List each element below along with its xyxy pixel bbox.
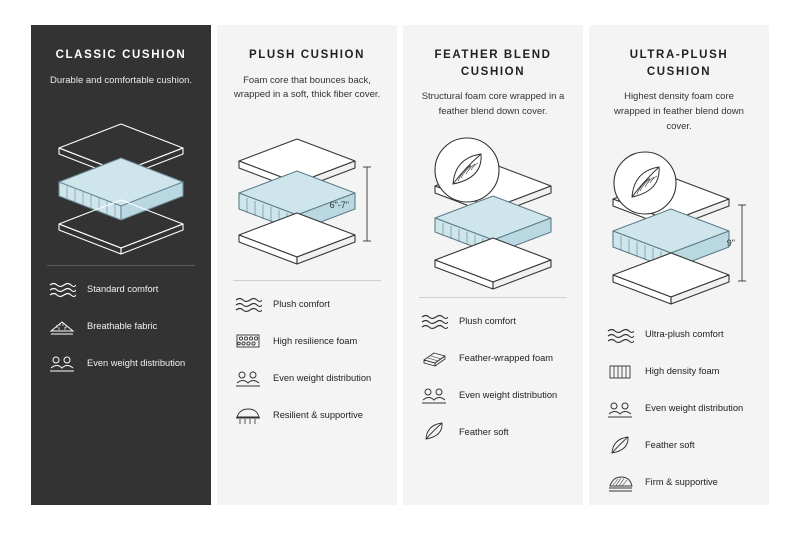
feature-item [419,345,569,371]
feature-list [417,308,569,445]
feature-label: Even weight distribution [459,389,558,400]
wave-icon [419,308,449,334]
even-weight-icon [233,365,263,391]
feature-item [605,322,755,348]
divider [47,265,195,266]
feature-item [605,396,755,422]
card-title: CLASSIC CUSHION [55,49,187,61]
feature-label: Plush comfort [459,315,516,326]
card-title: PLUSH CUSHION [248,49,365,61]
feature-item [233,402,383,428]
cushion-diagram-classic [41,96,201,261]
resilient-support-icon [233,402,263,428]
card-feather-blend-cushion[interactable] [403,25,583,505]
firm-support-icon [605,470,635,496]
feature-item [419,382,569,408]
feature-item [47,276,197,302]
card-classic-cushion[interactable] [31,25,211,505]
feather-icon [419,419,449,445]
cushion-diagram-plush [227,111,387,276]
magnifier-circle [614,152,676,214]
card-title: ULTRA-PLUSH CUSHION [629,49,729,78]
feature-label: Resilient & supportive [273,409,363,420]
feature-item [605,470,755,496]
breathable-fabric-icon [47,313,77,339]
dimension-label: 6"-7" [329,200,349,211]
feature-label: Standard comfort [87,284,159,295]
feature-list [603,322,755,496]
divider [419,297,567,298]
card-description: Structural foam core wrapped in a feather blend down cover. [421,91,565,118]
feature-label: Feather soft [459,426,509,437]
even-weight-icon [47,350,77,376]
card-plush-cushion[interactable] [217,25,397,505]
feature-label: High density foam [645,366,720,377]
even-weight-icon [419,382,449,408]
feature-label: Even weight distribution [273,372,372,383]
feature-item [605,359,755,385]
high-density-foam-icon [605,359,635,385]
feature-label: Feather soft [645,440,695,451]
dimension-label: 9" [726,237,735,248]
feature-item [419,308,569,334]
feature-item [47,350,197,376]
wave-icon [233,291,263,317]
feature-item [233,365,383,391]
feature-label: Even weight distribution [645,403,744,414]
magnifier-circle [435,138,499,202]
feather-icon [605,433,635,459]
feather-wrapped-foam-icon [419,345,449,371]
wave-icon [605,322,635,348]
card-description: Highest density foam core wrapped in feather blend down cover. [614,91,744,132]
feature-label: Plush comfort [273,298,330,309]
cushion-diagram-feather-blend [413,128,573,293]
feature-label: High resilience foam [273,335,358,346]
feature-list [231,291,383,428]
feature-list [45,276,197,376]
card-ultra-plush-cushion[interactable] [589,25,769,505]
high-resilience-foam-icon [233,328,263,354]
feature-item [47,313,197,339]
feature-label: Breathable fabric [87,321,158,332]
feature-item [233,291,383,317]
divider [233,280,381,281]
feature-item [233,328,383,354]
even-weight-icon [605,396,635,422]
feature-label: Even weight distribution [87,358,186,369]
feature-label: Feather-wrapped foam [459,352,554,363]
card-description: Durable and comfortable cushion. [49,74,193,86]
feature-label: Firm & supportive [645,477,718,488]
feature-item [419,419,569,445]
feature-label: Ultra-plush comfort [645,329,724,340]
wave-icon [47,276,77,302]
card-title: FEATHER BLEND CUSHION [434,49,552,78]
feature-item [605,433,755,459]
cushion-diagram-ultra-plush [599,143,759,308]
card-description: Foam core that bounces back, wrapped in a soft, thick fiber cover. [233,74,381,101]
